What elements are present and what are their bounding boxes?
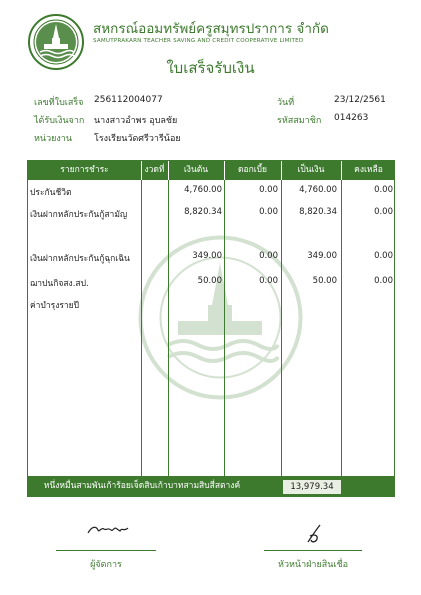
row-4-amount: 50.00 xyxy=(312,276,337,286)
payment-table xyxy=(27,160,395,497)
row-4-balance: 0.00 xyxy=(374,276,393,286)
manager-signature-line xyxy=(56,550,156,551)
unit-label: หน่วยงาน xyxy=(34,134,73,144)
cooperative-name-english: SAMUTPRAKARN TEACHER SAVING AND CREDIT COOPERATIVE LIMITED xyxy=(93,38,304,44)
row-3-balance: 0.00 xyxy=(374,251,393,261)
finance-head-label: หัวหน้าฝ่ายสินเชื่อ xyxy=(278,560,348,570)
col-header-amount: เป็นเงิน xyxy=(297,165,325,175)
date-value: 23/12/2561 xyxy=(334,95,386,105)
row-3-amount: 349.00 xyxy=(307,251,337,261)
row-1-item: ประกันชีวิต xyxy=(30,188,72,198)
row-1-principal: 4,760.00 xyxy=(184,185,222,195)
row-3-interest: 0.00 xyxy=(259,251,278,261)
row-4-item: ฌาปนกิจสง.สป. xyxy=(30,279,89,289)
receipt-number-value: 256112004077 xyxy=(94,95,163,105)
member-number-label: รหัสสมาชิก xyxy=(277,116,322,126)
receipt-number-label: เลขที่ใบเสร็จ xyxy=(34,98,84,108)
row-1-amount: 4,760.00 xyxy=(299,185,337,195)
received-from-value: นางสาวอำพร อุบลชัย xyxy=(94,116,178,126)
row-4-interest: 0.00 xyxy=(259,276,278,286)
table-footer xyxy=(28,476,394,496)
row-2-amount: 8,820.34 xyxy=(299,207,337,217)
manager-signature-icon xyxy=(86,522,130,538)
table-header xyxy=(28,161,394,180)
row-2-item: เงินฝากหลักประกันกู้สามัญ xyxy=(30,210,128,220)
row-2-interest: 0.00 xyxy=(259,207,278,217)
date-label: วันที่ xyxy=(277,98,295,108)
row-3-principal: 349.00 xyxy=(192,251,222,261)
finance-head-signature-icon xyxy=(304,522,326,546)
col-header-balance: คงเหลือ xyxy=(354,165,383,175)
col-header-principal: เงินต้น xyxy=(183,165,209,175)
row-4-principal: 50.00 xyxy=(197,276,222,286)
member-number-value: 014263 xyxy=(334,113,369,123)
total-amount: 13,979.34 xyxy=(282,479,342,495)
row-1-balance: 0.00 xyxy=(374,185,393,195)
row-1-interest: 0.00 xyxy=(259,185,278,195)
total-in-words: หนึ่งหมื่นสามพันเก้าร้อยเจ็ดสิบเก้าบาทสามสิบสี่สตางค์ xyxy=(43,481,241,491)
row-3-item: เงินฝากหลักประกันกู้ฉุกเฉิน xyxy=(30,254,130,264)
cooperative-name-thai: สหกรณ์ออมทรัพย์ครูสมุทรปราการ จำกัด xyxy=(93,21,329,37)
row-2-principal: 8,820.34 xyxy=(184,207,222,217)
manager-label: ผู้จัดการ xyxy=(90,560,122,570)
unit-value: โรงเรียนวัดศรีวารีน้อย xyxy=(94,134,181,144)
row-5-item: ค่าบำรุงรายปี xyxy=(30,301,80,311)
col-header-period: งวดที่ xyxy=(144,165,165,175)
col-header-interest: ดอกเบี้ย xyxy=(237,165,268,175)
row-2-balance: 0.00 xyxy=(374,207,393,217)
document-title: ใบเสร็จรับเงิน xyxy=(166,59,255,77)
finance-head-signature-line xyxy=(264,550,362,551)
col-header-item: รายการชำระ xyxy=(60,165,109,175)
received-from-label: ได้รับเงินจาก xyxy=(34,116,85,126)
